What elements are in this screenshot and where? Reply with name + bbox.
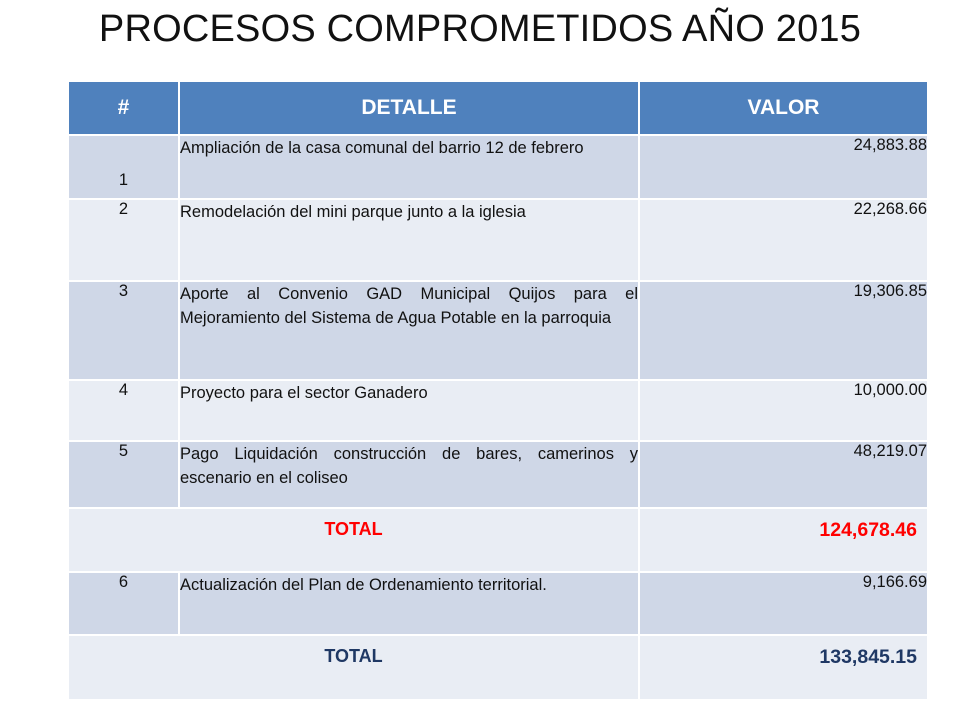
table-row [68, 441, 928, 508]
row-valor: 19,306.85 [639, 281, 928, 380]
total-value: 124,678.46 [639, 508, 928, 572]
row-number: 3 [68, 281, 179, 380]
header-valor: VALOR [639, 81, 928, 135]
row-valor: 10,000.00 [639, 380, 928, 441]
grand-total-label: TOTAL [68, 635, 639, 700]
table-header-row [68, 81, 928, 135]
grand-total-value: 133,845.15 [639, 635, 928, 700]
page-title: PROCESOS COMPROMETIDOS AÑO 2015 [98, 8, 862, 50]
row-number: 5 [68, 441, 179, 508]
table-row [68, 572, 928, 635]
row-number: 4 [68, 380, 179, 441]
row-valor: 48,219.07 [639, 441, 928, 508]
row-number: 6 [68, 572, 179, 635]
row-detalle: Actualización del Plan de Ordenamiento territorial. [179, 572, 639, 635]
row-detalle: Ampliación de la casa comunal del barrio 12 de febrero [179, 135, 639, 199]
table-row [68, 135, 928, 199]
row-valor: 24,883.88 [639, 135, 928, 199]
header-number: # [68, 81, 179, 135]
row-detalle: Aporte al Convenio GAD Municipal Quijos para el Mejoramiento del Sistema de Agua Potable en la parroquia [179, 281, 639, 380]
row-valor: 22,268.66 [639, 199, 928, 281]
processes-table [67, 80, 929, 701]
table-row [68, 281, 928, 380]
table-row [68, 199, 928, 281]
table-row [68, 380, 928, 441]
grand-total-row [68, 635, 928, 700]
row-detalle: Remodelación del mini parque junto a la iglesia [179, 199, 639, 281]
row-valor: 9,166.69 [639, 572, 928, 635]
row-number: 2 [68, 199, 179, 281]
row-number: 1 [68, 135, 179, 199]
total-label: TOTAL [68, 508, 639, 572]
total-row [68, 508, 928, 572]
row-detalle: Proyecto para el sector Ganadero [179, 380, 639, 441]
header-detalle: DETALLE [179, 81, 639, 135]
row-detalle: Pago Liquidación construcción de bares, camerinos y escenario en el coliseo [179, 441, 639, 508]
